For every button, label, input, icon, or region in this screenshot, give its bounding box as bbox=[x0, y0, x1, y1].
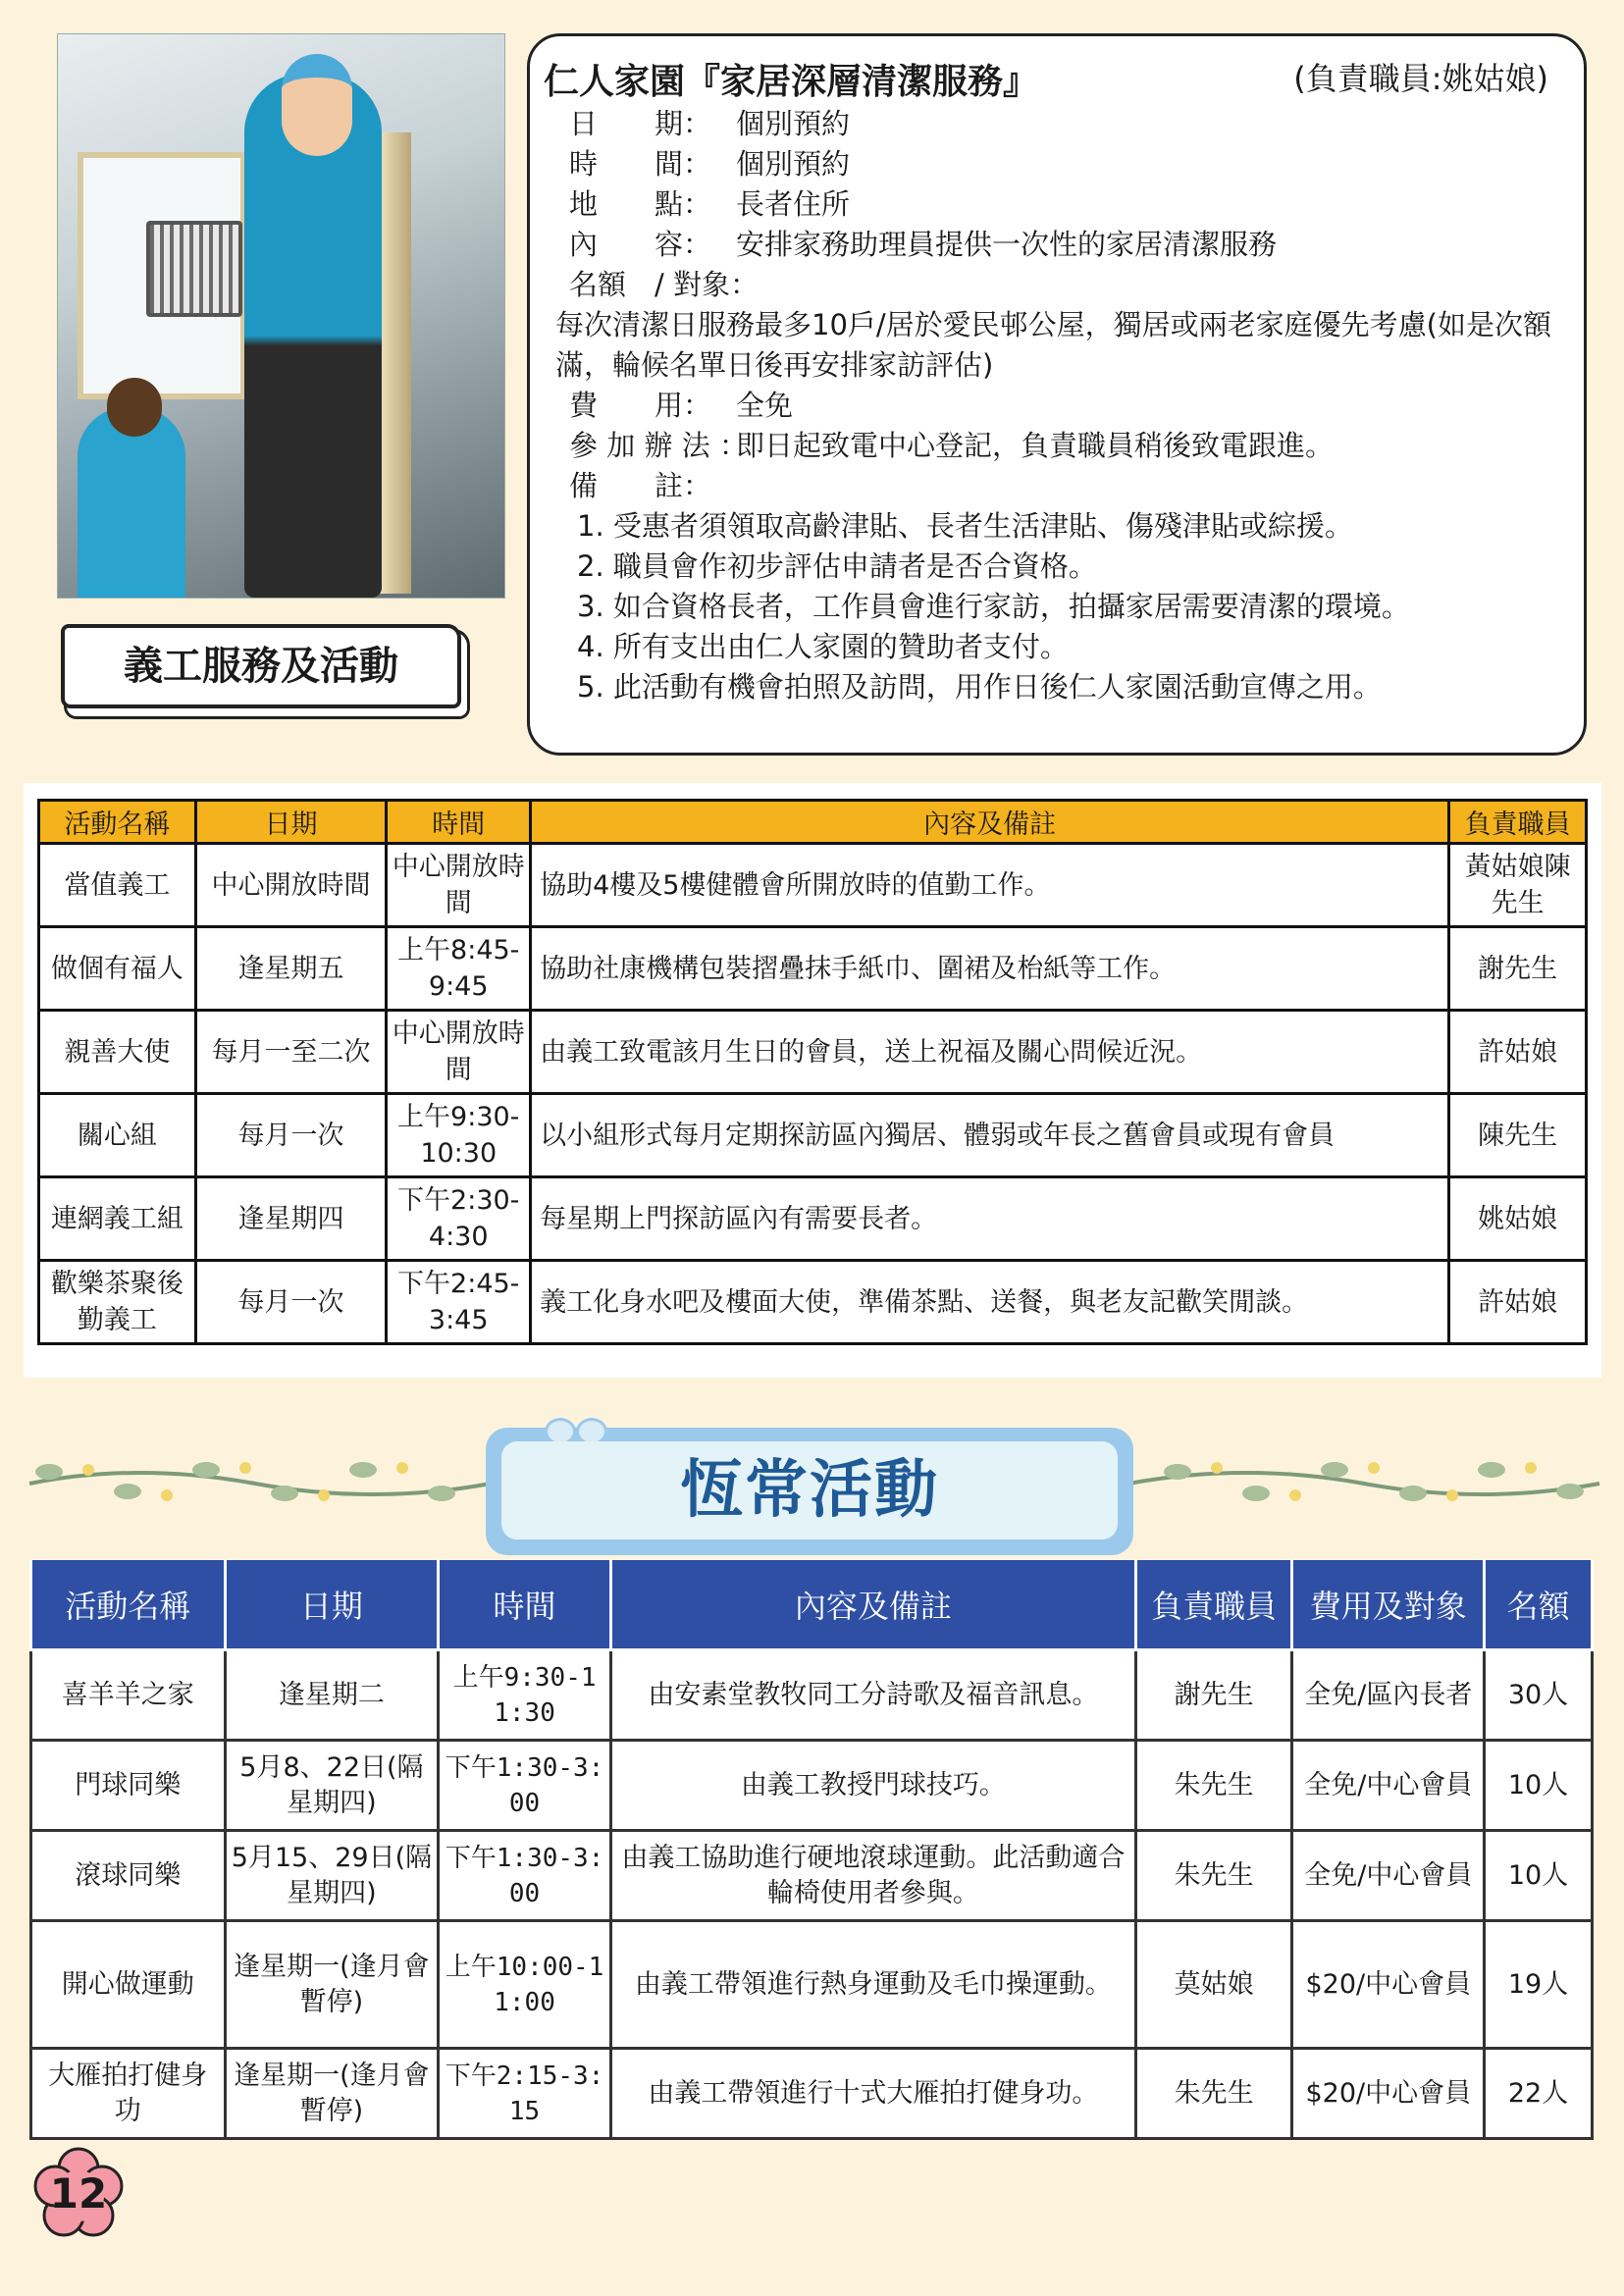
fee-value: 全免 bbox=[736, 389, 794, 422]
column-header: 時間 bbox=[439, 1560, 611, 1650]
cell-date: 中心開放時間 bbox=[195, 844, 387, 927]
table-row bbox=[31, 2049, 1593, 2139]
cell-fee: 全免/區內長者 bbox=[1292, 1650, 1485, 1741]
cell-quota: 22人 bbox=[1485, 2049, 1593, 2139]
cell-time: 上午10:00-11:00 bbox=[439, 1921, 611, 2049]
column-header: 日期 bbox=[195, 801, 387, 844]
cell-name: 做個有福人 bbox=[39, 927, 196, 1011]
cell-date: 逢星期一(逢月會暫停) bbox=[225, 2049, 439, 2139]
cleaning-title: 仁人家園『家居深層清潔服務』 bbox=[544, 62, 1039, 102]
column-header: 負責職員 bbox=[1135, 1560, 1292, 1650]
cell-staff: 朱先生 bbox=[1135, 1741, 1292, 1831]
volunteer-table-header bbox=[39, 801, 1587, 844]
cell-quota: 10人 bbox=[1485, 1831, 1593, 1921]
cell-name: 連網義工組 bbox=[39, 1177, 196, 1261]
note-item: 4. 所有支出由仁人家園的贊助者支付。 bbox=[577, 630, 1069, 663]
volunteer-head bbox=[282, 54, 352, 156]
cell-staff: 許姑娘 bbox=[1449, 1011, 1587, 1094]
table-row bbox=[31, 1650, 1593, 1741]
volunteer-cleaning-photo bbox=[57, 33, 505, 599]
cell-staff: 朱先生 bbox=[1135, 1831, 1292, 1921]
cleaning-detail-label: 內 容： bbox=[569, 228, 712, 261]
cell-desc: 協助社康機構包裝摺疊抹手紙巾、圍裙及枱紙等工作。 bbox=[531, 927, 1449, 1011]
cell-staff: 謝先生 bbox=[1135, 1650, 1292, 1741]
cell-fee: 全免/中心會員 bbox=[1292, 1831, 1485, 1921]
column-header: 內容及備註 bbox=[531, 801, 1449, 844]
cleaning-detail-value: 長者住所 bbox=[736, 187, 851, 221]
cell-staff: 莫姑娘 bbox=[1135, 1921, 1292, 2049]
note-item: 2. 職員會作初步評估申請者是否合資格。 bbox=[577, 549, 1097, 583]
cell-date: 逢星期一(逢月會暫停) bbox=[225, 1921, 439, 2049]
table-row bbox=[31, 1831, 1593, 1921]
cell-time: 上午9:30-11:30 bbox=[439, 1650, 611, 1741]
quota-label: 名額 / 對象： bbox=[569, 268, 759, 301]
cell-quota: 19人 bbox=[1485, 1921, 1593, 2049]
volunteer-section-title: 義工服務及活動 bbox=[124, 644, 398, 689]
cell-date: 逢星期四 bbox=[195, 1177, 387, 1261]
cell-time: 下午2:15-3:15 bbox=[439, 2049, 611, 2139]
table-row bbox=[39, 844, 1587, 927]
cell-time: 下午1:30-3:00 bbox=[439, 1741, 611, 1831]
notes-label: 備 註： bbox=[569, 469, 712, 502]
cleaning-detail-value: 安排家務助理員提供一次性的家居清潔服務 bbox=[736, 228, 1278, 261]
cleaning-detail-row bbox=[569, 184, 1566, 225]
cell-date: 每月一至二次 bbox=[195, 1011, 387, 1094]
cleaning-detail-row bbox=[569, 104, 1566, 144]
cleaning-detail-label: 地 點： bbox=[569, 187, 712, 221]
apply-row bbox=[569, 426, 1566, 466]
table-row bbox=[39, 927, 1587, 1011]
cell-desc: 協助4樓及5樓健體會所開放時的值勤工作。 bbox=[531, 844, 1449, 927]
notes-list bbox=[544, 506, 1566, 707]
cell-desc: 以小組形式每月定期探訪區內獨居、體弱或年長之舊會員或現有會員 bbox=[531, 1094, 1449, 1177]
cell-desc: 由義工致電該月生日的會員，送上祝福及關心問候近況。 bbox=[531, 1011, 1449, 1094]
column-header: 名額 bbox=[1485, 1560, 1593, 1650]
page-number: 12 bbox=[49, 2169, 108, 2218]
cell-fee: 全免/中心會員 bbox=[1292, 1741, 1485, 1831]
cell-name: 歡樂茶聚後勤義工 bbox=[39, 1261, 196, 1344]
cell-time: 上午9:30-10:30 bbox=[387, 1094, 531, 1177]
regular-activities-banner bbox=[486, 1428, 1133, 1555]
volunteer-section-tag bbox=[61, 624, 461, 708]
cell-date: 逢星期二 bbox=[225, 1650, 439, 1741]
cleaning-details bbox=[544, 104, 1566, 265]
column-header: 內容及備註 bbox=[610, 1560, 1135, 1650]
cell-date: 每月一次 bbox=[195, 1261, 387, 1344]
column-header: 時間 bbox=[387, 801, 531, 844]
column-header: 負責職員 bbox=[1449, 801, 1587, 844]
cell-name: 喜羊羊之家 bbox=[31, 1650, 226, 1741]
fee-label: 費 用： bbox=[569, 389, 712, 422]
cell-time: 下午2:45-3:45 bbox=[387, 1261, 531, 1344]
cell-name: 關心組 bbox=[39, 1094, 196, 1177]
regular-activities-title: 恆常活動 bbox=[501, 1441, 1118, 1539]
table-row bbox=[39, 1261, 1587, 1344]
cell-date: 5月8、22日(隔星期四) bbox=[225, 1741, 439, 1831]
cell-desc: 義工化身水吧及樓面大使，準備茶點、送餐，與老友記歡笑閒談。 bbox=[531, 1261, 1449, 1344]
cell-staff: 許姑娘 bbox=[1449, 1261, 1587, 1344]
cell-date: 每月一次 bbox=[195, 1094, 387, 1177]
cell-staff: 謝先生 bbox=[1449, 927, 1587, 1011]
cell-name: 門球同樂 bbox=[31, 1741, 226, 1831]
note-item: 1. 受惠者須領取高齡津貼、長者生活津貼、傷殘津貼或綜援。 bbox=[577, 509, 1353, 543]
volunteer-table-panel bbox=[24, 783, 1601, 1378]
table-row bbox=[39, 1094, 1587, 1177]
column-header: 活動名稱 bbox=[31, 1560, 226, 1650]
cell-quota: 10人 bbox=[1485, 1741, 1593, 1831]
apply-label: 參 加 辦 法 ： bbox=[569, 429, 748, 462]
child-volunteer-head bbox=[107, 378, 162, 437]
cell-fee: $20/中心會員 bbox=[1292, 2049, 1485, 2139]
cleaning-detail-row bbox=[569, 144, 1566, 184]
table-row bbox=[31, 1741, 1593, 1831]
cell-desc: 由安素堂教牧同工分詩歌及福音訊息。 bbox=[610, 1650, 1135, 1741]
cell-desc: 由義工帶領進行十式大雁拍打健身功。 bbox=[610, 2049, 1135, 2139]
cleaning-title-row bbox=[544, 54, 1566, 104]
cell-name: 滾球同樂 bbox=[31, 1831, 226, 1921]
page-number-badge bbox=[31, 2147, 126, 2241]
cleaning-detail-label: 日 期： bbox=[569, 107, 712, 140]
column-header: 費用及對象 bbox=[1292, 1560, 1485, 1650]
column-header: 日期 bbox=[225, 1560, 439, 1650]
cell-name: 親善大使 bbox=[39, 1011, 196, 1094]
table-row bbox=[39, 1177, 1587, 1261]
column-header: 活動名稱 bbox=[39, 801, 196, 844]
cell-desc: 由義工帶領進行熱身運動及毛巾操運動。 bbox=[610, 1921, 1135, 2049]
cell-date: 逢星期五 bbox=[195, 927, 387, 1011]
cell-desc: 每星期上門探訪區內有需要長者。 bbox=[531, 1177, 1449, 1261]
cell-desc: 由義工教授門球技巧。 bbox=[610, 1741, 1135, 1831]
cell-time: 中心開放時間 bbox=[387, 844, 531, 927]
table-row bbox=[31, 1921, 1593, 2049]
regular-activities-table bbox=[29, 1560, 1594, 2140]
note-item: 5. 此活動有機會拍照及訪問，用作日後仁人家園活動宣傳之用。 bbox=[577, 670, 1382, 704]
cleaning-staff: (負責職員:姚姑娘) bbox=[1293, 60, 1548, 97]
cell-staff: 姚姑娘 bbox=[1449, 1177, 1587, 1261]
cleaning-detail-value: 個別預約 bbox=[736, 107, 851, 140]
cleaning-service-box bbox=[527, 33, 1587, 756]
apply-value: 即日起致電中心登記，負責職員稍後致電跟進。 bbox=[736, 429, 1335, 462]
note-item: 3. 如合資格長者，工作員會進行家訪，拍攝家居需要清潔的環境。 bbox=[577, 590, 1410, 623]
cleaning-detail-row bbox=[569, 225, 1566, 265]
cell-time: 下午1:30-3:00 bbox=[439, 1831, 611, 1921]
cell-name: 開心做運動 bbox=[31, 1921, 226, 2049]
cell-date: 5月15、29日(隔星期四) bbox=[225, 1831, 439, 1921]
cell-staff: 朱先生 bbox=[1135, 2049, 1292, 2139]
cell-time: 中心開放時間 bbox=[387, 1011, 531, 1094]
cell-staff: 黃姑娘陳先生 bbox=[1449, 844, 1587, 927]
cell-time: 下午2:30-4:30 bbox=[387, 1177, 531, 1261]
cell-desc: 由義工協助進行硬地滾球運動。此活動適合輪椅使用者參與。 bbox=[610, 1831, 1135, 1921]
cleaning-detail-label: 時 間： bbox=[569, 147, 712, 181]
cell-name: 大雁拍打健身功 bbox=[31, 2049, 226, 2139]
quota-text: 每次清潔日服務最多10戶/居於愛民邨公屋，獨居或兩老家庭優先考慮(如是次額滿，輪候名單日後再安排家訪評估) bbox=[555, 308, 1551, 382]
cleaning-detail-value: 個別預約 bbox=[736, 147, 851, 181]
cell-staff: 陳先生 bbox=[1449, 1094, 1587, 1177]
table-row bbox=[39, 1011, 1587, 1094]
exhaust-fan bbox=[146, 221, 242, 317]
fee-row bbox=[569, 386, 1566, 426]
volunteer-table bbox=[37, 799, 1588, 1345]
cell-name: 當值義工 bbox=[39, 844, 196, 927]
cell-time: 上午8:45-9:45 bbox=[387, 927, 531, 1011]
cell-quota: 30人 bbox=[1485, 1650, 1593, 1741]
cell-fee: $20/中心會員 bbox=[1292, 1921, 1485, 2049]
regular-table-header bbox=[31, 1560, 1593, 1650]
